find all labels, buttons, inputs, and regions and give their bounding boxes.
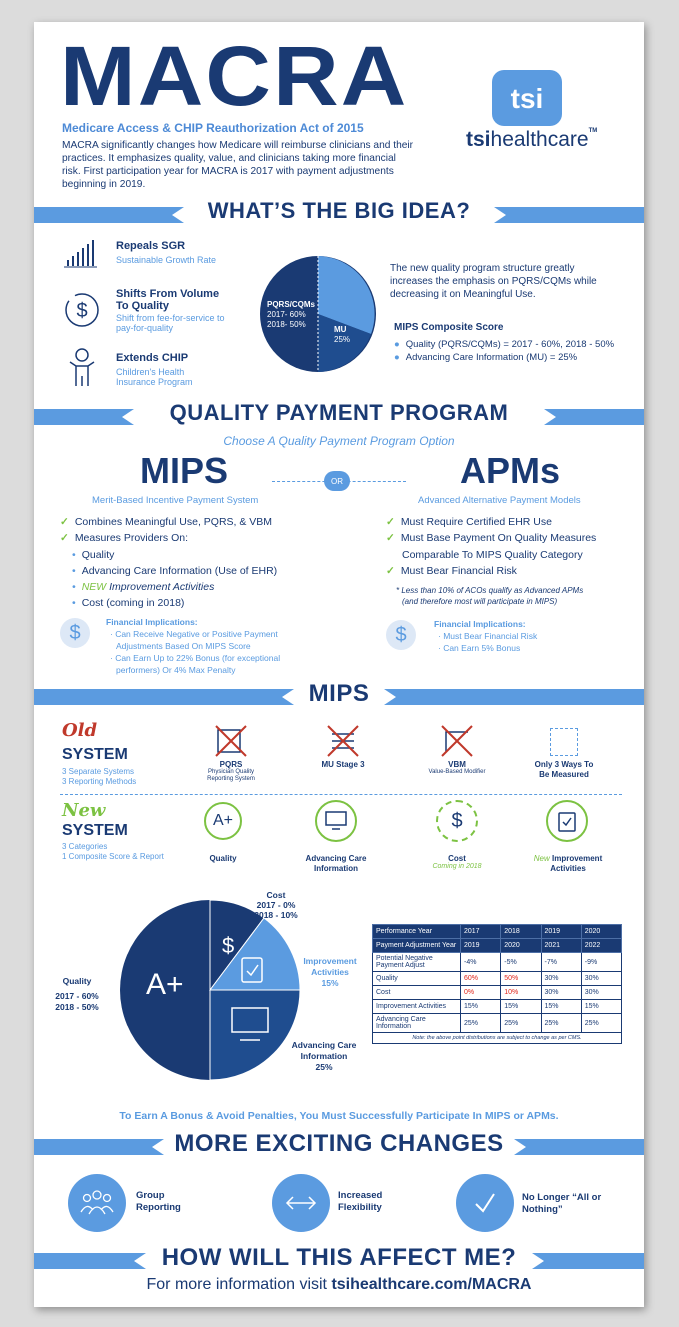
mips-sub: Merit-Based Incentive Payment System xyxy=(92,495,259,506)
mips-list xyxy=(60,514,277,612)
table-cell: 15% xyxy=(581,1000,621,1014)
old-item-mu: MU Stage 3 xyxy=(321,760,365,769)
old-sub-line: 3 Separate Systems xyxy=(62,767,135,776)
new-sub-line: 3 Categories xyxy=(62,842,108,851)
footer-link[interactable]: tsihealthcare.com/MACRA xyxy=(331,1276,532,1293)
group-icon xyxy=(68,1174,126,1232)
affect-band xyxy=(34,1244,644,1274)
old-item-label: PQRS xyxy=(219,760,243,769)
big-idea-heading: WHAT’S THE BIG IDEA? xyxy=(207,198,471,223)
new-word: NEW xyxy=(81,581,107,594)
table-row-label: Improvement Activities xyxy=(373,1000,461,1014)
big-idea-description: The new quality program structure greatly increases the emphasis on PQRS/CQMs while decreasing it on Meaningful Use. xyxy=(390,263,597,300)
apms-fin-line: · Must Bear Financial Risk xyxy=(438,631,538,641)
aci-legend xyxy=(284,1040,364,1073)
mips-fin-line: performers) Or 4% Max Penalty xyxy=(116,665,236,675)
page-title: MACRA xyxy=(60,29,409,123)
table-row-label: Potential Negative Payment Adjust xyxy=(373,953,461,972)
mips-bullet: • Cost (coming in 2018) xyxy=(72,597,185,610)
quality-icon xyxy=(204,802,242,840)
aci-legend-label: Advancing Care Information xyxy=(291,1040,357,1061)
vbm-crossed-icon xyxy=(440,724,474,758)
table-row-label: Advancing Care Information xyxy=(373,1014,461,1033)
mips-bullet: • Quality xyxy=(72,548,115,561)
apms-check-cont: Comparable To MIPS Quality Category xyxy=(402,548,583,561)
mips-financial xyxy=(106,616,280,676)
old-sub-line: 3 Reporting Methods xyxy=(62,777,137,786)
apms-sub: Advanced Alternative Payment Models xyxy=(418,495,581,506)
affect-heading: HOW WILL THIS AFFECT ME? xyxy=(161,1244,517,1271)
mips-title: MIPS xyxy=(140,450,229,491)
table-cell: 2019 xyxy=(541,925,581,939)
mips-check-text: Measures Providers On: xyxy=(74,532,189,545)
cost-legend-2017: 2017 - 0% xyxy=(256,900,296,910)
old-script: Old xyxy=(62,720,98,741)
pie-label-pqrs xyxy=(267,300,315,330)
logo-wordmark-a: tsi xyxy=(466,128,491,151)
table-cell: 25% xyxy=(461,1014,501,1033)
apms-note xyxy=(396,585,583,607)
new-system-sub xyxy=(62,842,164,862)
table-cell: -5% xyxy=(501,953,541,972)
new-item-sub: Coming in 2018 xyxy=(432,863,482,870)
composite-title: MIPS Composite Score xyxy=(394,322,504,333)
mips-band xyxy=(34,680,644,710)
mips-bullet-text: Advancing Care Information (Use of EHR) xyxy=(81,564,278,577)
intro-text: MACRA significantly changes how Medicare will reimburse clinicians and their practices. It emphasizes quality, value, and clinicians taking more financial risk. First participation year for MACRA is 2017 with payment adjustments beginning in 2019. xyxy=(62,140,414,190)
mips-fin-line: Adjustments Based On MIPS Score xyxy=(116,641,251,651)
qpp-heading: QUALITY PAYMENT PROGRAM xyxy=(169,400,509,425)
table-cell: 2021 xyxy=(541,939,581,953)
table-cell: 30% xyxy=(581,986,621,1000)
old-item-3ways: Only 3 Ways To Be Measured xyxy=(534,760,594,779)
apms-fin-line: · Can Earn 5% Bonus xyxy=(438,643,521,653)
table-row-label: Payment Adjustment Year xyxy=(373,939,461,953)
logo-mark-text: tsi xyxy=(510,83,544,114)
table-cell: -9% xyxy=(581,953,621,972)
infographic xyxy=(34,22,644,1307)
chip-sub: Children's Health Insurance Program xyxy=(116,367,193,387)
improvement-legend xyxy=(288,956,372,989)
child-icon xyxy=(64,348,100,393)
logo-mark-icon xyxy=(492,70,562,126)
mips-heading: MIPS xyxy=(308,680,370,707)
table-header-row xyxy=(373,925,622,939)
table-cell: 25% xyxy=(581,1014,621,1033)
quality-legend-2017: 2017 - 60% xyxy=(55,991,99,1001)
table-cell: 0% xyxy=(461,986,501,1000)
mu-crossed-icon xyxy=(326,724,360,758)
chip-title: Extends CHIP xyxy=(116,352,189,364)
new-system-title: SYSTEM xyxy=(62,822,128,839)
change-group: Group Reporting xyxy=(136,1190,181,1213)
table-cell: 10% xyxy=(501,986,541,1000)
table-cell: 15% xyxy=(461,1000,501,1014)
table-cell: 60% xyxy=(461,972,501,986)
table-row-label: Cost xyxy=(373,986,461,1000)
apms-title: APMs xyxy=(460,450,561,491)
sgr-title: Repeals SGR xyxy=(116,240,186,252)
bonus-line: To Earn A Bonus & Avoid Penalties, You Must Successfully Participate In MIPS or APMs. xyxy=(119,1110,559,1122)
table-cell: 30% xyxy=(581,972,621,986)
mips-fin-line: · Can Receive Negative or Positive Payment xyxy=(110,629,278,639)
new-item-cost xyxy=(424,854,490,870)
composite-item: ● Advancing Care Information (MU) = 25% xyxy=(394,352,578,363)
cost-legend xyxy=(238,890,314,920)
or-text: OR xyxy=(331,476,343,486)
table-cell: -7% xyxy=(541,953,581,972)
mips-bullet: • NEW Improvement Activities xyxy=(72,581,215,594)
new-sub-line: 1 Composite Score & Report xyxy=(62,852,164,861)
performance-table xyxy=(372,924,622,1033)
table-cell: -4% xyxy=(461,953,501,972)
perf-table-wrap xyxy=(372,924,622,1044)
table-cell: 25% xyxy=(541,1014,581,1033)
pqrs-crossed-icon xyxy=(214,724,248,758)
composite-item-text: Advancing Care Information (MU) = 25% xyxy=(405,352,578,363)
mips-bullet-text: Quality xyxy=(81,548,115,561)
big-idea-band xyxy=(34,198,644,228)
mips-bullet: • Advancing Care Information (Use of EHR) xyxy=(72,564,278,577)
big-idea-item-sgr xyxy=(62,238,102,273)
qpp-band xyxy=(34,400,644,430)
mips-check: ✓ Combines Meaningful Use, PQRS, & VBM xyxy=(60,516,273,528)
change-all-or-nothing: No Longer “All or Nothing” xyxy=(522,1192,602,1215)
table-row xyxy=(373,986,622,1000)
shift-sub: Shift from fee-for-service to pay-for-quality xyxy=(116,313,225,333)
improvement-legend-label: Improvement Activities xyxy=(303,956,357,977)
pie-label-mu xyxy=(334,325,350,345)
old-item-vbm xyxy=(424,760,490,776)
mips-fin-title: Financial Implications: xyxy=(106,617,198,627)
new-script: New xyxy=(62,800,106,821)
new-item-label: Cost xyxy=(448,854,466,863)
new-item-improvement xyxy=(530,854,606,874)
bar-chart-icon xyxy=(62,238,102,268)
composite-pie-center: A+ xyxy=(146,968,184,1001)
three-ways-box xyxy=(550,728,578,756)
table-cell: 2020 xyxy=(501,939,541,953)
table-cell: 2019 xyxy=(461,939,501,953)
new-item-aci: Advancing Care Information xyxy=(305,854,367,873)
improvement-legend-val: 15% xyxy=(321,978,339,988)
cost-legend-2018: 2018 - 10% xyxy=(254,910,298,920)
table-cell: 15% xyxy=(501,1000,541,1014)
quality-icon-text: A+ xyxy=(212,812,233,829)
table-cell: 2020 xyxy=(581,925,621,939)
change-flexibility: Increased Flexibility xyxy=(338,1190,383,1213)
sgr-sub: Sustainable Growth Rate xyxy=(116,255,217,265)
new-item-label: Improvement Activities xyxy=(550,854,603,873)
new-item-sub: New xyxy=(533,854,550,863)
changes-band xyxy=(34,1130,644,1160)
composite-item-text: Quality (PQRS/CQMs) = 2017 - 60%, 2018 - 50% xyxy=(405,339,615,350)
old-item-pqrs xyxy=(198,760,264,783)
logo-tm: TM xyxy=(588,128,598,134)
quality-legend-label: Quality xyxy=(62,976,92,986)
table-row xyxy=(373,1014,622,1033)
old-item-sub: Physician Quality Reporting System xyxy=(207,769,255,782)
apms-check-text: Must Base Payment On Quality Measures xyxy=(400,532,597,545)
pie-label-mu-title: MU xyxy=(334,325,347,334)
table-row xyxy=(373,972,622,986)
apms-check: ✓ Must Require Certified EHR Use xyxy=(386,516,552,528)
dollar-cycle-icon xyxy=(62,290,102,335)
apms-note-line: * Less than 10% of ACOs qualify as Advanced APMs xyxy=(396,586,584,595)
pie-label-2017: 2017- 60% xyxy=(267,310,306,319)
or-badge xyxy=(324,471,350,491)
qpp-subheading: Choose A Quality Payment Program Option xyxy=(223,434,455,448)
old-system-title: SYSTEM xyxy=(62,746,128,763)
table-cell: 50% xyxy=(501,972,541,986)
table-cell: 30% xyxy=(541,986,581,1000)
apms-check-text: Must Require Certified EHR Use xyxy=(400,516,552,528)
footer-prefix: For more information visit xyxy=(146,1276,332,1293)
logo-wordmark xyxy=(466,128,597,152)
table-row xyxy=(373,1000,622,1014)
mips-dollar-icon: $ xyxy=(60,618,90,648)
arrows-icon xyxy=(272,1174,330,1232)
apms-fin-title: Financial Implications: xyxy=(434,619,526,629)
table-row-label: Performance Year xyxy=(373,925,461,939)
table-cell: 15% xyxy=(541,1000,581,1014)
perf-note: Note: the above point distributions are subject to change as per CMS. xyxy=(372,1033,622,1044)
pie-label-mu-val: 25% xyxy=(334,335,351,344)
apms-note-line: (and therefore most will participate in MIPS) xyxy=(402,597,558,606)
composite-list xyxy=(394,338,614,364)
table-cell: 2022 xyxy=(581,939,621,953)
apms-dollar-icon: $ xyxy=(386,620,416,650)
check-circle-icon xyxy=(456,1174,514,1232)
shift-title: Shifts From Volume To Quality xyxy=(116,288,220,312)
cost-slice-glyph: $ xyxy=(222,933,235,958)
mips-check: ✓ Measures Providers On: xyxy=(60,532,189,545)
new-item-quality: Quality xyxy=(209,854,237,863)
pie-label-main: PQRS/CQMs xyxy=(267,300,316,309)
logo-wordmark-b: healthcare xyxy=(490,128,589,151)
apms-check-text: Must Bear Financial Risk xyxy=(400,564,517,577)
apms-check: ✓ Must Base Payment On Quality Measures xyxy=(386,532,597,545)
apms-list xyxy=(386,514,596,579)
mips-bullet-text: Cost (coming in 2018) xyxy=(81,597,185,610)
changes-heading: MORE EXCITING CHANGES xyxy=(174,1130,504,1157)
page-subtitle: Medicare Access & CHIP Reauthorization Act of 2015 xyxy=(62,121,364,135)
apms-check: ✓ Must Bear Financial Risk xyxy=(386,564,517,577)
table-cell: 25% xyxy=(501,1014,541,1033)
old-item-label: VBM xyxy=(448,760,466,769)
mips-fin-line: · Can Earn Up to 22% Bonus (for exceptional xyxy=(110,653,281,663)
footer-line xyxy=(34,1276,644,1294)
table-row xyxy=(373,953,622,972)
mips-bullet-text: Improvement Activities xyxy=(109,581,215,594)
tsi-logo xyxy=(492,70,562,126)
table-cell: 2017 xyxy=(461,925,501,939)
aci-icon xyxy=(315,800,357,842)
table-header-row xyxy=(373,939,622,953)
improvement-icon xyxy=(546,800,588,842)
cost-icon: $ xyxy=(436,800,478,842)
apms-financial xyxy=(434,618,537,654)
pie-label-2018: 2018- 50% xyxy=(267,320,306,329)
composite-item: ● Quality (PQRS/CQMs) = 2017 - 60%, 2018 - 50% xyxy=(394,339,615,350)
mips-check-text: Combines Meaningful Use, PQRS, & VBM xyxy=(74,516,273,528)
table-row-label: Quality xyxy=(373,972,461,986)
quality-legend-2018: 2018 - 50% xyxy=(55,1002,99,1012)
quality-legend xyxy=(44,976,110,1013)
table-cell: 2018 xyxy=(501,925,541,939)
system-divider xyxy=(60,794,622,795)
old-system-sub xyxy=(62,767,136,787)
aci-legend-val: 25% xyxy=(315,1062,333,1072)
svg-text:$: $ xyxy=(76,300,88,322)
cost-legend-label: Cost xyxy=(266,890,286,900)
table-cell: 30% xyxy=(541,972,581,986)
old-item-sub: Value-Based Modifier xyxy=(428,769,486,775)
